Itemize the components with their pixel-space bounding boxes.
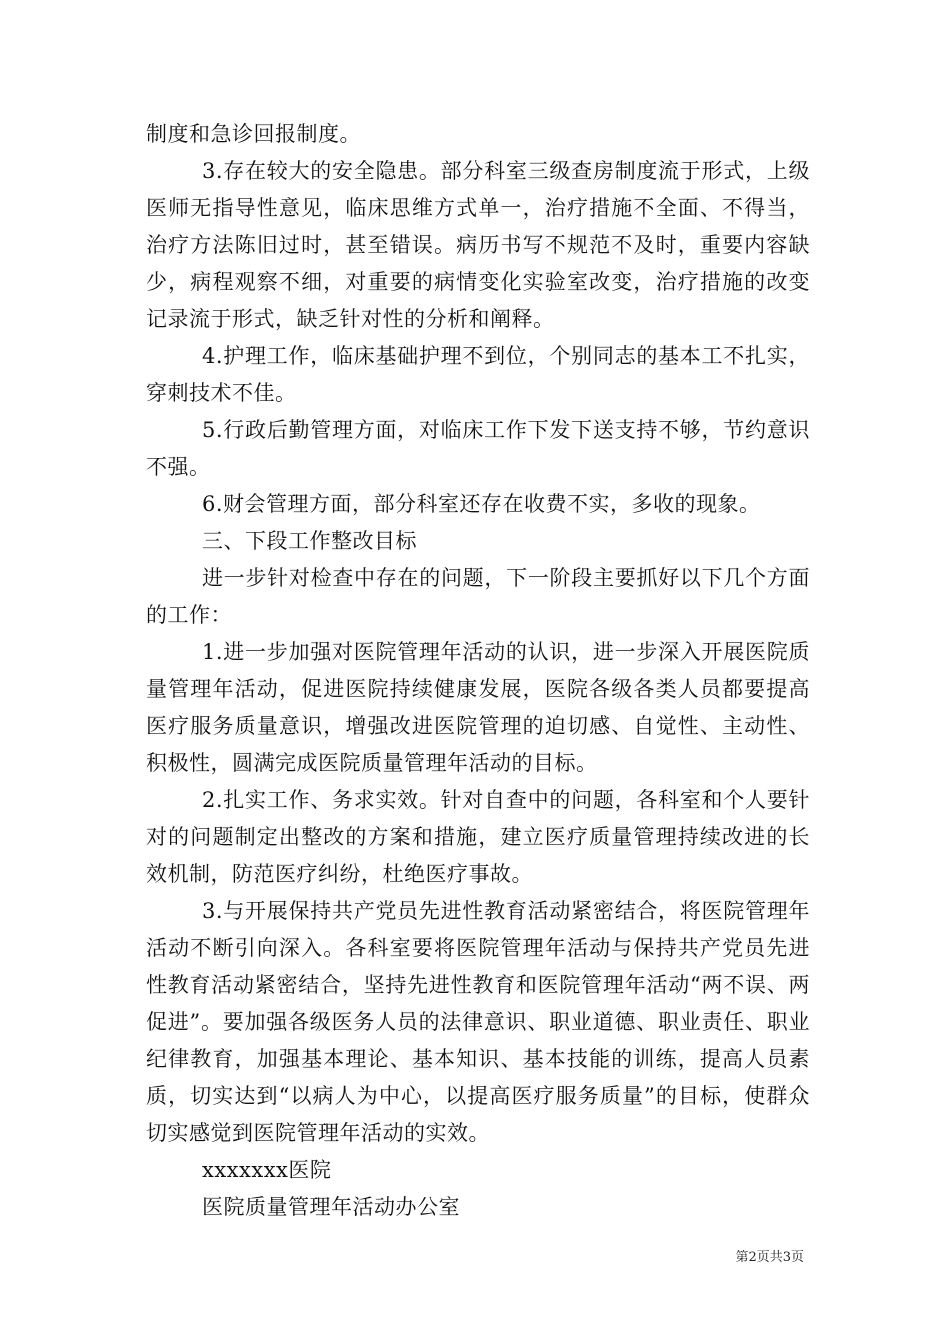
paragraph-9: 3.与开展保持共产党员先进性教育活动紧密结合，将医院管理年活动不断引向深入。各科室要将医院管理年活动与保持共产党员先进性教育活动紧密结合，坚持先进性教育和医院管理年活动“两不误、两促进”。要加强各级医务人员的法律意识、职业道德、职业责任、职业纪律教育，加强基本理论、基本知识、基本技能的训练，提高人员素质，切实达到“以病人为中心，以提高医疗服务质量”的目标，使群众切实感觉到医院管理年活动的实效。	[146, 899, 810, 1145]
paragraph-7: 1.进一步加强对医院管理年活动的认识，进一步深入开展医院质量管理年活动，促进医院持续健康发展，医院各级各类人员都要提高医疗服务质量意识，增强改进医院管理的迫切感、自觉性、主动性、积极性，圆满完成医院质量管理年活动的目标。	[146, 640, 810, 775]
signature-office: 医院质量管理年活动办公室	[202, 1195, 460, 1219]
paragraph-8: 2.扎实工作、务求实效。针对自查中的问题，各科室和个人要针对的问题制定出整改的方案和措施，建立医疗质量管理持续改进的长效机制，防范医疗纠纷，杜绝医疗事故。	[146, 788, 810, 886]
document-body	[146, 116, 810, 1226]
signature-hospital: xxxxxxx医院	[202, 1158, 332, 1182]
paragraph-3: 5.行政后勤管理方面，对临床工作下发下送支持不够，节约意识不强。	[146, 418, 810, 479]
paragraph-2: 4.护理工作，临床基础护理不到位，个别同志的基本工不扎实，穿刺技术不佳。	[146, 344, 810, 405]
paragraph-0: 制度和急诊回报制度。	[146, 122, 361, 146]
section-heading: 三、下段工作整改目标	[202, 529, 417, 553]
paragraph-6: 进一步针对检查中存在的问题，下一阶段主要抓好以下几个方面的工作：	[146, 566, 810, 627]
paragraph-4: 6.财会管理方面，部分科室还存在收费不实，多收的现象。	[202, 492, 761, 516]
paragraph-1: 3.存在较大的安全隐患。部分科室三级查房制度流于形式，上级医师无指导性意见，临床思维方式单一，治疗措施不全面、不得当，治疗方法陈旧过时，甚至错误。病历书写不规范不及时，重要内容缺少，病程观察不细，对重要的病情变化实验室改变，治疗措施的改变记录流于形式，缺乏针对性的分析和阐释。	[146, 159, 810, 331]
page-number-footer: 第2页共3页	[735, 1250, 804, 1265]
